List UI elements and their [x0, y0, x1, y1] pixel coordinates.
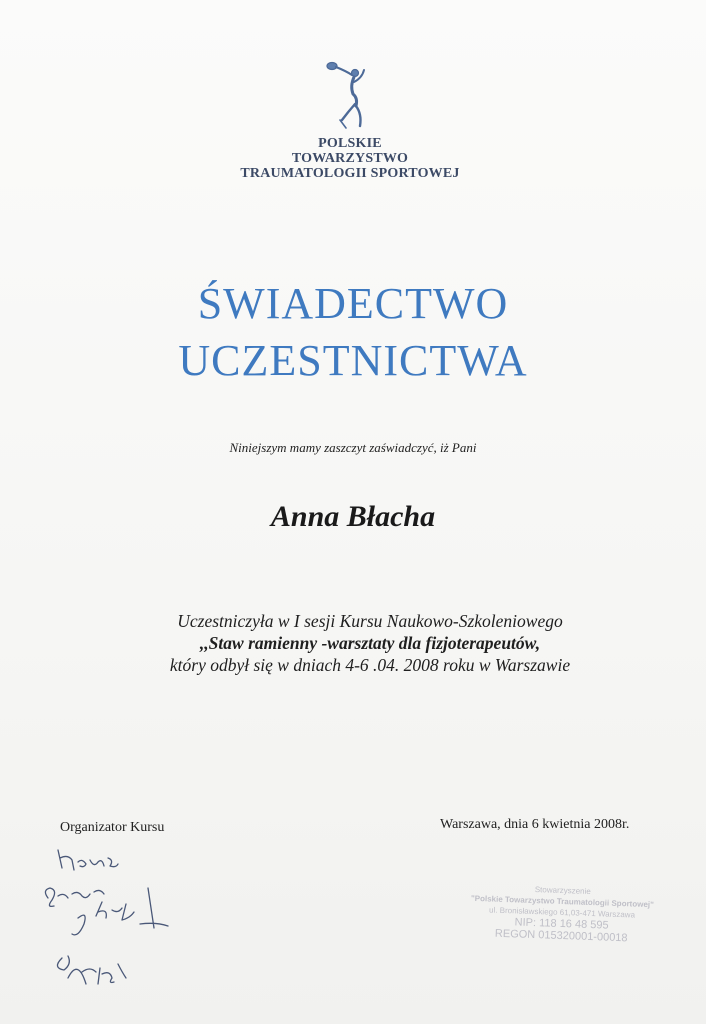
- official-stamp: [461, 882, 663, 946]
- logo-line-3: TRAUMATOLOGII SPORTOWEJ: [240, 166, 460, 181]
- course-title: ,,Staw ramienny -warsztaty dla fizjoterapeutów,: [199, 633, 541, 653]
- logo-line-2: TOWARZYSTWO: [291, 151, 409, 166]
- stamp-line-nip: NIP: 118 16 48 595: [514, 916, 609, 932]
- intro-text: Niniejszym mamy zaszczyt zaświadczyć, iż Pani: [229, 440, 477, 455]
- certificate-title-line1: ŚWIADECTWO: [197, 279, 509, 328]
- society-logo: [235, 58, 465, 181]
- stamp-line-org: "Polskie Towarzystwo Traumatologii Sportowej": [470, 893, 655, 910]
- recipient-name: Anna Błacha: [270, 500, 436, 533]
- organizer-signatures: [38, 838, 198, 1008]
- place-date: Warszawa, dnia 6 kwietnia 2008r.: [440, 817, 630, 832]
- certificate-title-line2: UCZESTNICTWA: [178, 336, 528, 385]
- stamp-line-top: Stowarzyszenie: [534, 885, 591, 896]
- organizer-label: Organizator Kursu: [60, 820, 165, 835]
- participation-line: Uczestniczyła w I sesji Kursu Naukowo-Szkoleniowego: [177, 611, 563, 631]
- discobolus-icon: [320, 58, 380, 134]
- stamp-line-regon: REGON 015320001-00018: [494, 927, 628, 945]
- course-dates-line: który odbył się w dniach 4-6 .04. 2008 roku w Warszawie: [169, 655, 571, 675]
- stamp-line-address: ul. Bronisławskiego 61,03-471 Warszawa: [488, 905, 636, 920]
- course-description: [0, 610, 706, 676]
- logo-line-1: POLSKIE: [318, 136, 382, 151]
